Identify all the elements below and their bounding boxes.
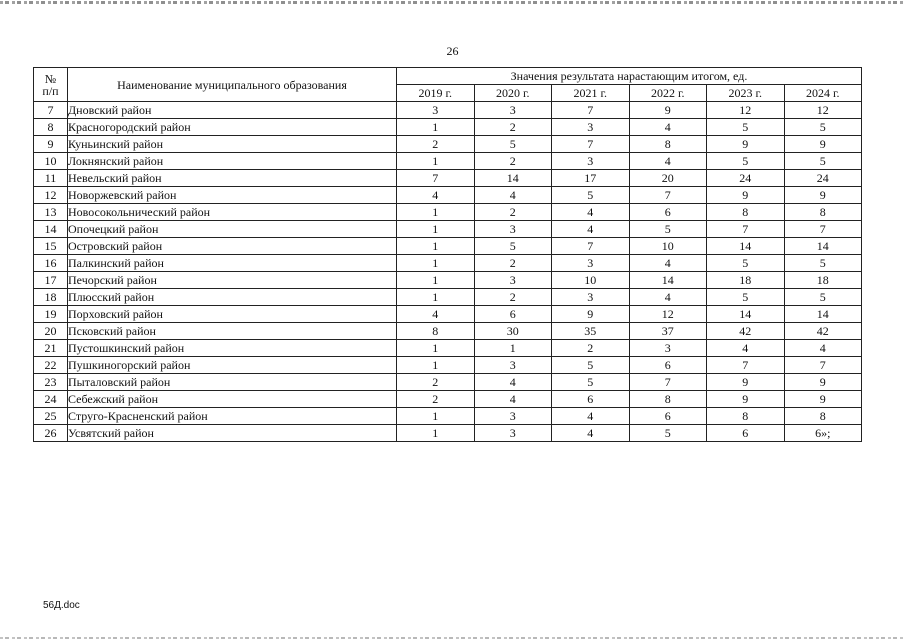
value-cell: 10 [552,272,630,289]
row-number-cell: 14 [34,221,68,238]
district-name-cell: Невельский район [68,170,397,187]
value-cell: 1 [397,238,475,255]
district-name-cell: Островский район [68,238,397,255]
value-cell: 5 [707,153,785,170]
value-cell: 5 [784,119,862,136]
value-cell: 6»; [784,425,862,442]
value-cell: 6 [707,425,785,442]
row-number-cell: 25 [34,408,68,425]
value-cell: 6 [629,408,707,425]
value-cell: 3 [474,272,552,289]
value-cell: 3 [474,425,552,442]
value-cell: 5 [707,289,785,306]
value-cell: 8 [629,136,707,153]
value-cell: 9 [629,102,707,119]
value-cell: 4 [552,408,630,425]
district-name-cell: Печорский район [68,272,397,289]
value-cell: 8 [397,323,475,340]
district-name-cell: Палкинский район [68,255,397,272]
value-cell: 4 [552,204,630,221]
value-cell: 35 [552,323,630,340]
value-cell: 3 [397,102,475,119]
value-cell: 9 [552,306,630,323]
value-cell: 3 [552,289,630,306]
value-cell: 2 [474,153,552,170]
value-cell: 9 [784,187,862,204]
value-cell: 1 [397,340,475,357]
value-cell: 3 [474,357,552,374]
row-number-cell: 10 [34,153,68,170]
value-cell: 1 [397,408,475,425]
value-cell: 4 [629,119,707,136]
footer-file-name: 56Д.doc [43,600,80,611]
value-cell: 42 [784,323,862,340]
value-cell: 3 [474,221,552,238]
table-body [34,102,862,442]
table-row [34,153,862,170]
value-cell: 14 [629,272,707,289]
value-cell: 5 [784,153,862,170]
row-number-cell: 20 [34,323,68,340]
row-number-cell: 16 [34,255,68,272]
value-cell: 4 [784,340,862,357]
value-cell: 3 [474,408,552,425]
year-header-cell: 2022 г. [629,85,707,102]
district-name-cell: Усвятский район [68,425,397,442]
table-row [34,408,862,425]
name-header: Наименование муниципального образования [68,68,397,102]
value-cell: 9 [707,136,785,153]
value-cell: 6 [552,391,630,408]
table-row [34,187,862,204]
table-row [34,272,862,289]
table-row [34,289,862,306]
district-name-cell: Красногородский район [68,119,397,136]
value-cell: 5 [474,136,552,153]
value-cell: 30 [474,323,552,340]
value-cell: 3 [552,255,630,272]
value-cell: 7 [397,170,475,187]
value-cell: 6 [629,357,707,374]
district-name-cell: Плюсский район [68,289,397,306]
value-cell: 37 [629,323,707,340]
table-row [34,119,862,136]
row-number-cell: 23 [34,374,68,391]
value-cell: 5 [707,255,785,272]
row-number-cell: 17 [34,272,68,289]
value-cell: 5 [552,374,630,391]
value-cell: 17 [552,170,630,187]
row-number-cell: 12 [34,187,68,204]
row-number-cell: 22 [34,357,68,374]
value-cell: 6 [629,204,707,221]
value-cell: 4 [474,374,552,391]
value-cell: 7 [629,187,707,204]
value-cell: 2 [397,374,475,391]
district-name-cell: Опочецкий район [68,221,397,238]
year-header-cell: 2023 г. [707,85,785,102]
district-name-cell: Струго-Красненский район [68,408,397,425]
value-cell: 1 [397,272,475,289]
table-row [34,357,862,374]
year-header-cell: 2021 г. [552,85,630,102]
value-cell: 1 [397,221,475,238]
value-cell: 1 [397,119,475,136]
table-row [34,102,862,119]
table-row [34,238,862,255]
district-name-cell: Куньинский район [68,136,397,153]
value-cell: 2 [474,204,552,221]
value-cell: 5 [784,255,862,272]
row-number-cell: 24 [34,391,68,408]
value-cell: 1 [397,289,475,306]
year-header-cell: 2019 г. [397,85,475,102]
value-cell: 9 [784,391,862,408]
value-cell: 6 [474,306,552,323]
district-name-cell: Псковский район [68,323,397,340]
value-cell: 4 [552,425,630,442]
value-cell: 5 [784,289,862,306]
value-cell: 7 [552,102,630,119]
value-cell: 2 [552,340,630,357]
table-row [34,255,862,272]
district-name-cell: Пыталовский район [68,374,397,391]
district-name-cell: Себежский район [68,391,397,408]
value-cell: 24 [784,170,862,187]
table-row [34,391,862,408]
district-name-cell: Пустошкинский район [68,340,397,357]
value-cell: 14 [707,306,785,323]
value-cell: 1 [397,357,475,374]
value-cell: 9 [784,374,862,391]
scan-artifact-top [0,1,905,4]
value-cell: 7 [784,221,862,238]
page-number: 26 [446,44,459,58]
value-cell: 5 [629,425,707,442]
value-cell: 9 [707,187,785,204]
value-cell: 4 [397,306,475,323]
value-cell: 4 [629,153,707,170]
value-cell: 2 [474,255,552,272]
district-name-cell: Новосокольнический район [68,204,397,221]
value-cell: 7 [707,357,785,374]
value-cell: 1 [474,340,552,357]
value-cell: 4 [707,340,785,357]
value-cell: 5 [552,357,630,374]
table-row [34,425,862,442]
district-name-cell: Пушкиногорский район [68,357,397,374]
table-row [34,170,862,187]
value-cell: 3 [552,153,630,170]
year-header-cell: 2020 г. [474,85,552,102]
table-row [34,136,862,153]
value-cell: 7 [629,374,707,391]
row-number-cell: 7 [34,102,68,119]
value-cell: 7 [552,136,630,153]
value-cell: 5 [474,238,552,255]
value-cell: 3 [629,340,707,357]
value-cell: 5 [552,187,630,204]
value-cell: 12 [707,102,785,119]
results-table [33,67,862,442]
value-cell: 20 [629,170,707,187]
district-name-cell: Новоржевский район [68,187,397,204]
value-cell: 4 [474,391,552,408]
value-cell: 14 [707,238,785,255]
value-cell: 42 [707,323,785,340]
value-cell: 8 [629,391,707,408]
value-cell: 7 [784,357,862,374]
value-cell: 8 [784,204,862,221]
district-name-cell: Порховский район [68,306,397,323]
row-number-cell: 26 [34,425,68,442]
value-cell: 2 [474,289,552,306]
value-cell: 8 [784,408,862,425]
value-cell: 1 [397,255,475,272]
value-cell: 4 [397,187,475,204]
row-number-cell: 9 [34,136,68,153]
value-cell: 1 [397,425,475,442]
num-header [34,68,68,102]
value-cell: 24 [707,170,785,187]
value-cell: 3 [474,102,552,119]
value-cell: 8 [707,204,785,221]
value-cell: 14 [784,306,862,323]
value-cell: 7 [707,221,785,238]
scan-artifact-bottom [0,637,905,639]
value-cell: 12 [629,306,707,323]
row-number-cell: 11 [34,170,68,187]
value-cell: 8 [707,408,785,425]
table-row [34,340,862,357]
value-cell: 9 [784,136,862,153]
value-cell: 5 [629,221,707,238]
table-row [34,374,862,391]
value-cell: 18 [707,272,785,289]
district-name-cell: Локнянский район [68,153,397,170]
row-number-cell: 19 [34,306,68,323]
value-cell: 2 [397,136,475,153]
value-cell: 9 [707,374,785,391]
year-header-cell: 2024 г. [784,85,862,102]
row-number-cell: 15 [34,238,68,255]
value-cell: 9 [707,391,785,408]
num-header-line-1: № [44,71,57,86]
value-cell: 4 [474,187,552,204]
value-cell: 4 [552,221,630,238]
value-cell: 2 [397,391,475,408]
value-cell: 10 [629,238,707,255]
value-cell: 14 [474,170,552,187]
district-name-cell: Дновский район [68,102,397,119]
row-number-cell: 13 [34,204,68,221]
row-number-cell: 8 [34,119,68,136]
value-cell: 1 [397,204,475,221]
table-row [34,204,862,221]
row-number-cell: 18 [34,289,68,306]
values-header: Значения результата нарастающим итогом, ед. [397,68,862,85]
table-row [34,306,862,323]
value-cell: 5 [707,119,785,136]
value-cell: 18 [784,272,862,289]
value-cell: 1 [397,153,475,170]
table-row [34,323,862,340]
row-number-cell: 21 [34,340,68,357]
table-row [34,221,862,238]
value-cell: 14 [784,238,862,255]
value-cell: 12 [784,102,862,119]
value-cell: 4 [629,255,707,272]
value-cell: 4 [629,289,707,306]
value-cell: 2 [474,119,552,136]
num-header-line-2: п/п [42,83,59,98]
value-cell: 7 [552,238,630,255]
value-cell: 3 [552,119,630,136]
